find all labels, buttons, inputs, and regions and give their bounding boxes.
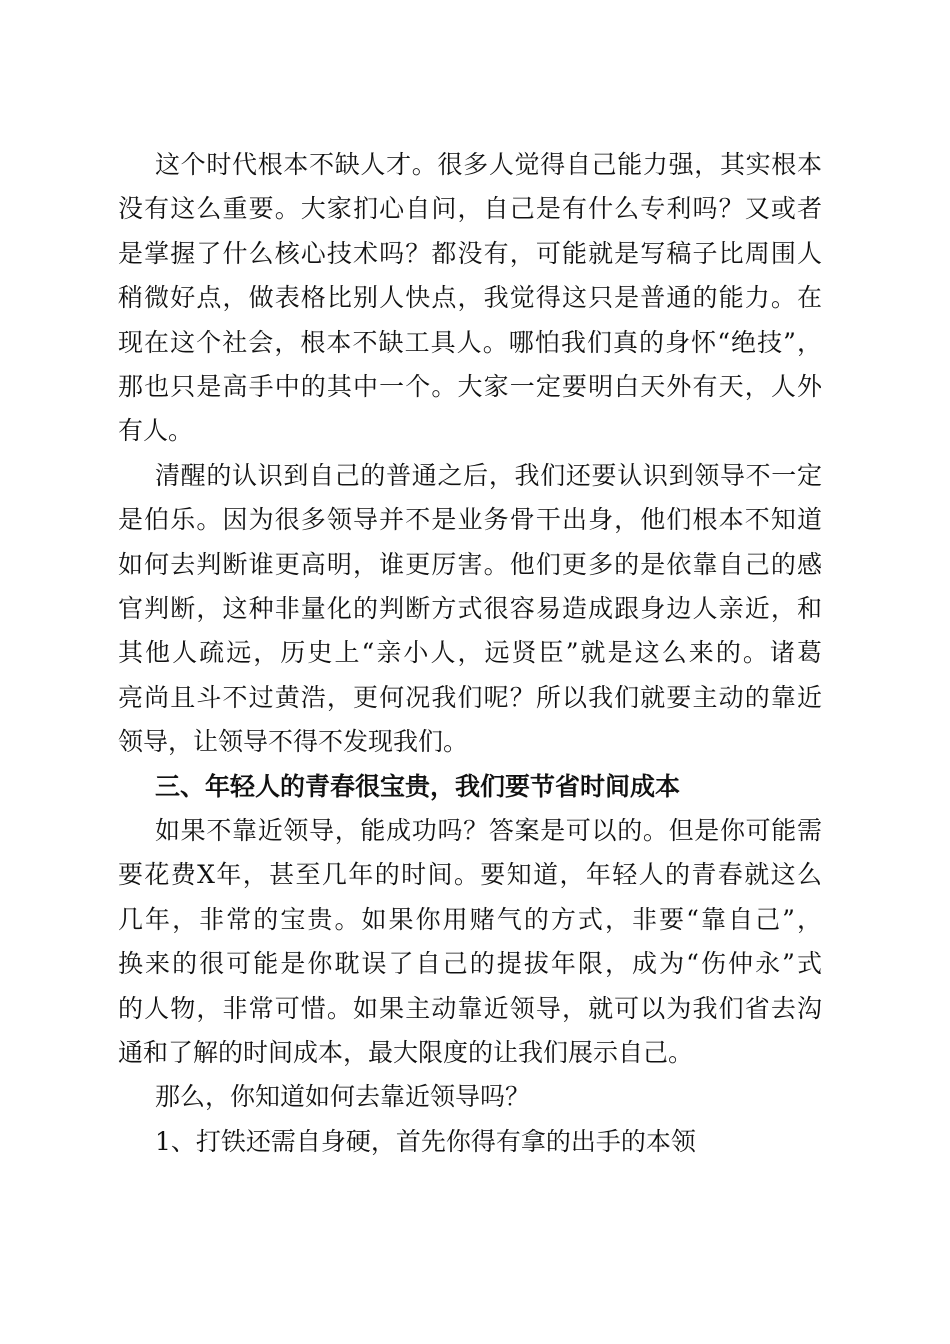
heading-text: 三、年轻人的青春很宝贵，我们要节省时间成本 <box>155 771 681 801</box>
text-line: 如果不靠近领导，能成功吗？答案是可以的。但是你可能需 <box>155 816 822 845</box>
text-line: 现在这个社会，根本不缺工具人。哪怕我们真的身怀“绝技”， <box>118 327 822 357</box>
text-line: 有人。 <box>118 416 194 446</box>
text-line: 其他人疏远，历史上“亲小人，远贤臣”就是这么来的。诸葛 <box>118 638 822 668</box>
text-line: 如何去判断谁更高明，谁更厉害。他们更多的是依靠自己的感 <box>118 549 822 579</box>
text-line: 是伯乐。因为很多领导并不是业务骨干出身，他们根本不知道 <box>118 505 822 535</box>
text-line: 1、打铁还需自身硬，首先你得有拿的出手的本领 <box>155 1126 696 1156</box>
text-line: 清醒的认识到自己的普通之后，我们还要认识到领导不一定 <box>155 460 822 490</box>
text-line: 稍微好点，做表格比别人快点，我觉得这只是普通的能力。在 <box>118 283 822 313</box>
text-line: 那么，你知道如何去靠近领导吗？ <box>155 1082 531 1112</box>
text-line: 没有这么重要。大家扪心自问，自己是有什么专利吗？又或者 <box>118 194 822 224</box>
text-line: 官判断，这种非量化的判断方式很容易造成跟身边人亲近，和 <box>118 594 822 623</box>
text-line: 领导，让领导不得不发现我们。 <box>118 727 469 757</box>
text-line: 是掌握了什么核心技术吗？都没有，可能就是写稿子比周围人 <box>118 238 822 268</box>
text-line: 这个时代根本不缺人才。很多人觉得自己能力强，其实根本 <box>155 150 822 179</box>
text-line: 通和了解的时间成本，最大限度的让我们展示自己。 <box>118 1038 694 1067</box>
text-line: 的人物，非常可惜。如果主动靠近领导，就可以为我们省去沟 <box>118 993 822 1023</box>
text-line: 亮尚且斗不过黄浩，更何况我们呢？所以我们就要主动的靠近 <box>118 682 822 712</box>
text-line: 换来的很可能是你耽误了自己的提拔年限，成为“伤仲永”式 <box>118 949 822 979</box>
text-line: 几年，非常的宝贵。如果你用赌气的方式，非要“靠自己”， <box>118 904 822 934</box>
text-line: 那也只是高手中的其中一个。大家一定要明白天外有天，人外 <box>118 372 822 401</box>
text-line: 要花费X年，甚至几年的时间。要知道，年轻人的青春就这么 <box>118 860 822 890</box>
